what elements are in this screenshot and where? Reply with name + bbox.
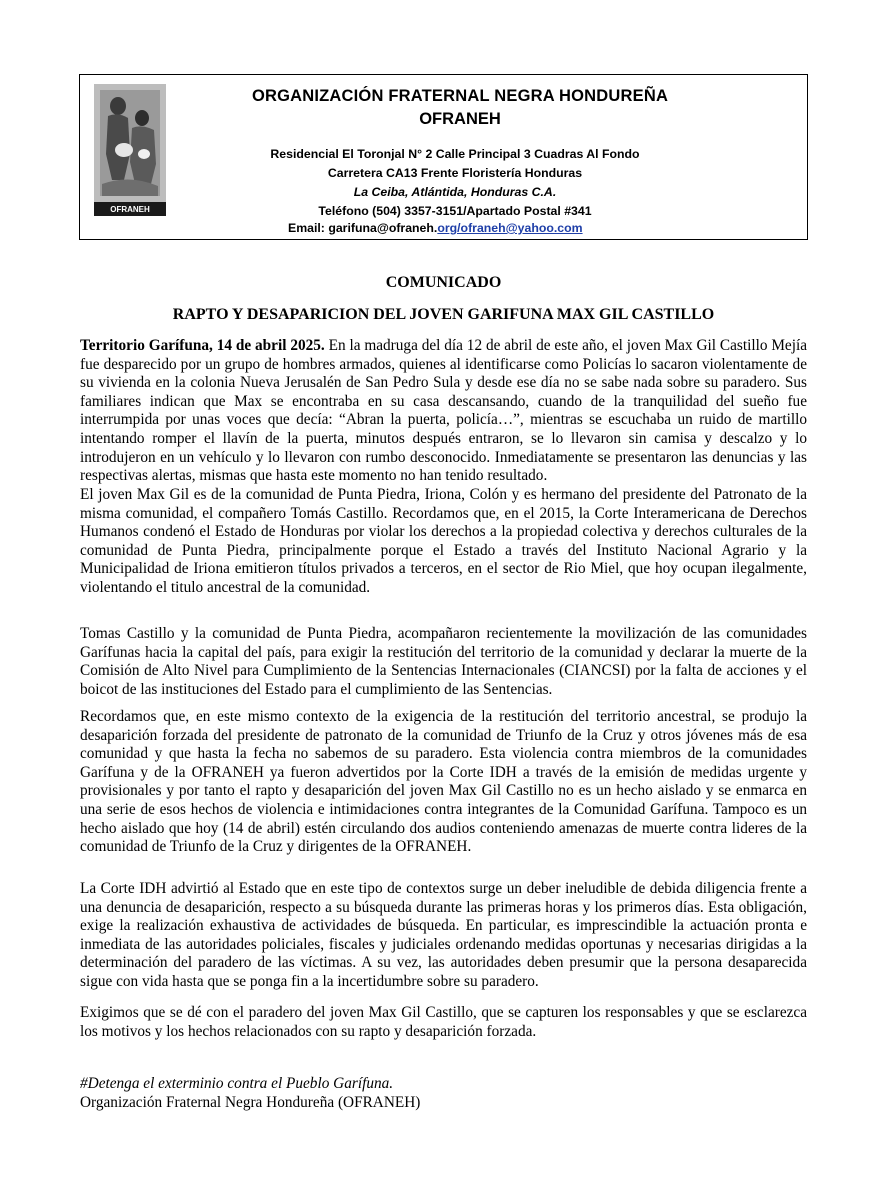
organization-acronym: OFRANEH [419, 110, 501, 128]
address-line-3: La Ceiba, Atlántida, Honduras C.A. [353, 185, 557, 199]
letterhead-box [79, 74, 808, 240]
address-line-2: Carretera CA13 Frente Floristería Honduras [327, 166, 583, 180]
ofraneh-logo-image [94, 84, 166, 216]
ofraneh-logo [94, 84, 166, 216]
email-label: Email: garifuna@ofraneh. [288, 221, 438, 235]
paragraph-6: Exigimos que se dé con el paradero del joven Max Gil Castillo, que se capturen los responsables y que se esclarezca los motivos y los hechos relacionados con su rapto y desaparición forzada. [80, 1004, 807, 1040]
address-line-4: Teléfono (504) 3357-3151/Apartado Postal #341 [318, 204, 592, 218]
paragraph-5: La Corte IDH advirtió al Estado que en este tipo de contextos surge un deber ineludible de debida diligencia frente a una denuncia de desaparición, respecto a su búsqueda durante las primeras horas y los primeros días. Esta obligación, exige la realización exhaustiva de actividades de búsqueda. En particular, es imprescindible la actuación pronta e inmediata de las autoridades policiales, fiscales y judiciales ordenando medidas oportunas y necesarias dirigidas a la determinación del paradero de las víctimas. A su vez, las autoridades deben presumir que la persona desaparecida sigue con vida hasta que se ponga fin a la incertidumbre sobre su paradero. [80, 880, 807, 990]
address-line-1: Residencial El Toronjal N° 2 Calle Principal 3 Cuadras Al Fondo [270, 147, 640, 161]
paragraph-4: Recordamos que, en este mismo contexto de la exigencia de la restitución del territorio ancestral, se produjo la desaparición forzada del presidente de patronato de la comunidad de Triunfo de la Cruz y otros jóvenes más de esa comunidad y que hasta la fecha no sabemos de su paradero. Esta violencia contra miembros de la comunidades Garífuna y de la OFRANEH ya fueron advertidos por la Corte IDH a través de la emisión de medidas urgente y provisionales y por tanto el rapto y desaparición del joven Max Gil Castillo no es un hecho aislado y se enmarca en una serie de esos hechos de violencia e intimidaciones contra integrantes de la Comunidad Garífuna. Tampoco es un hecho aislado que hoy (14 de abril) estén circulando dos audios conteniendo amenazas de muerte contra lideres de la comunidad de Triunfo de la Cruz y dirigentes de la OFRANEH. [80, 708, 807, 856]
paragraph-1-text: En la madruga del día 12 de abril de este año, el joven Max Gil Castillo Mejía fue desparecido por un grupo de hombres armados, quienes al identificarse como Policías lo sacaron violentamente de su vivienda en la colonia Nueva Jerusalén de San Pedro Sula y desde ese día no se sabe nada sobre su paradero. Sus familiares indican que Max se encontraba en su casa descansando, cuando de la tranquilidad del sueño fue interrumpida por unas voces que decía: “Abran la puerta, policía…”, mientras se escuchaba un ruido de martillo intentando romper el llavín de la puerta, minutos después entraron, se lo llevaron sin camisa y descalzo y lo introdujeron en un vehículo y lo llevaron con rumbo desconocido. Inmediatamente se presentaron las denuncias y las respectivas alertas, mismas que hasta este momento no han tenido resultado. [80, 337, 807, 485]
document-title: COMUNICADO [385, 274, 502, 291]
organization-name: ORGANIZACIÓN FRATERNAL NEGRA HONDUREÑA [251, 87, 669, 105]
paragraph-2: El joven Max Gil es de la comunidad de Punta Piedra, Iriona, Colón y es hermano del presidente del Patronato de la misma comunidad, el compañero Tomás Castillo. Recordamos que, en el 2015, la Corte Interamericana de Derechos Humanos condenó el Estado de Honduras por violar los derechos a la propiedad colectiva y derechos culturales de la comunidad de Punta Piedra, principalmente porque el Estado a través del Instituto Nacional Agrario y la Municipalidad de Iriona emitieron títulos privados a terceros, en el sector de Rio Miel, que hoy ocupan ilegalmente, violentando el titulo ancestral de la comunidad. [80, 486, 807, 596]
dateline: Territorio Garífuna, 14 de abril 2025. [80, 337, 325, 354]
paragraph-1 [80, 337, 807, 486]
document-subtitle: RAPTO Y DESAPARICION DEL JOVEN GARIFUNA MAX GIL CASTILLO [172, 306, 715, 323]
email-line [288, 219, 583, 237]
email-link[interactable]: org/ofraneh@yahoo.com [437, 221, 583, 235]
closing-block [80, 1074, 807, 1112]
logo-label: OFRANEH [110, 205, 150, 214]
signature: Organización Fraternal Negra Hondureña (OFRANEH) [80, 1094, 421, 1111]
paragraph-3: Tomas Castillo y la comunidad de Punta Piedra, acompañaron recientemente la movilización de las comunidades Garífunas hacia la capital del país, para exigir la restitución del territorio de la comunidad y declarar la muerte de la Comisión de Alto Nivel para Cumplimiento de la Sentencias Internacionales (CIANCSI) por la falta de acciones y el boicot de las instituciones del Estado para el cumplimiento de las Sentencias. [80, 625, 807, 698]
closing-slogan: #Detenga el exterminio contra el Pueblo Garífuna. [80, 1075, 394, 1092]
